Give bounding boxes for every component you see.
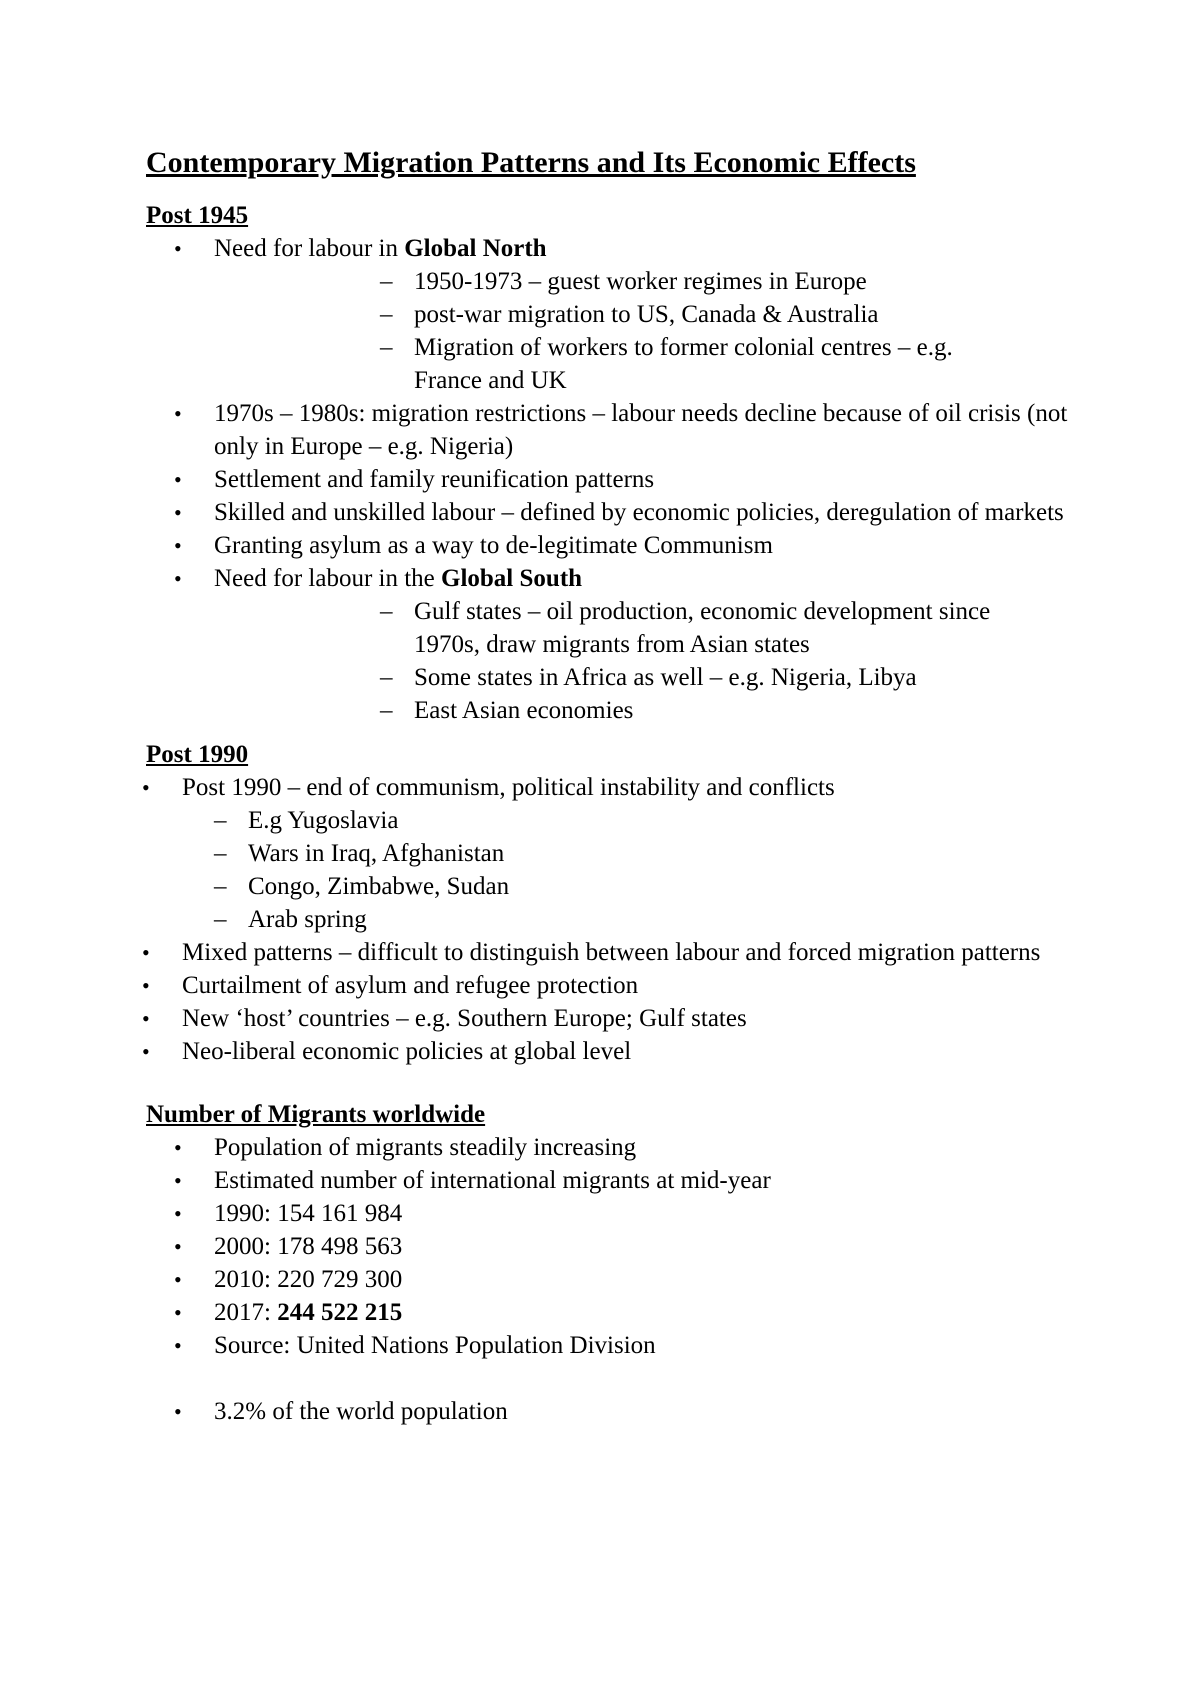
list-item <box>146 1164 1096 1197</box>
bullet-icon: • <box>174 1333 182 1358</box>
text-run: 2010: 220 729 300 <box>214 1266 403 1293</box>
list-item <box>142 1035 1096 1068</box>
bullet-icon: • <box>174 1234 182 1259</box>
list-item-text <box>146 1296 1096 1329</box>
section-post-1945 <box>146 199 1096 727</box>
sub-list-item-text: Gulf states – oil production, economic development since 1970s, draw migrants from Asian states <box>414 598 991 658</box>
sub-list <box>146 265 1096 397</box>
list-item <box>142 936 1096 969</box>
sub-list <box>146 595 1096 727</box>
bullet-icon: • <box>142 940 150 965</box>
bullet-icon: • <box>174 1201 182 1226</box>
bullet-icon: • <box>142 1039 150 1064</box>
bullet-icon: • <box>142 1006 150 1031</box>
bullet-icon: • <box>174 467 182 492</box>
list-item-text <box>146 232 1096 265</box>
sub-list-item <box>146 804 1096 837</box>
list-item <box>142 969 1096 1002</box>
list-item-text <box>146 1263 1096 1296</box>
list-item-text <box>146 463 1096 496</box>
blank-line <box>146 1362 1096 1395</box>
list-item <box>142 771 1096 936</box>
section-heading: Post 1990 <box>146 741 249 768</box>
sub-list-item-text: Wars in Iraq, Afghanistan <box>248 840 505 867</box>
bold-text: Global South <box>441 565 583 592</box>
bullet-list <box>146 1131 1096 1428</box>
list-item <box>142 1002 1096 1035</box>
list-item-text <box>146 1164 1096 1197</box>
bullet-icon: • <box>174 1399 182 1424</box>
text-run: Curtailment of asylum and refugee protection <box>182 972 639 999</box>
sub-list-item-text: Migration of workers to former colonial centres – e.g. France and UK <box>414 334 953 394</box>
text-run: Granting asylum as a way to de-legitimate Communism <box>214 532 773 559</box>
list-item-text <box>146 1131 1096 1164</box>
bullet-icon: • <box>174 500 182 525</box>
list-item <box>146 1329 1096 1362</box>
bold-text: 244 522 215 <box>277 1299 403 1326</box>
sub-list-item-text: 1950-1973 – guest worker regimes in Europe <box>414 268 867 295</box>
dash-icon: – <box>214 873 227 900</box>
bullet-icon: • <box>142 973 150 998</box>
page-title: Contemporary Migration Patterns and Its Economic Effects <box>146 146 916 179</box>
list-item-text <box>146 1197 1096 1230</box>
text-run: Need for labour in <box>214 235 405 262</box>
list-item-text <box>146 397 1096 463</box>
list-item <box>146 562 1096 727</box>
list-item <box>146 1395 1096 1428</box>
dash-icon: – <box>380 598 393 625</box>
list-item-text <box>146 1002 1096 1035</box>
bullet-icon: • <box>174 401 182 426</box>
sub-list-item-text: Arab spring <box>248 906 367 933</box>
list-item-text <box>146 1329 1096 1362</box>
bullet-icon: • <box>174 1135 182 1160</box>
bullet-icon: • <box>174 533 182 558</box>
list-item <box>146 496 1096 529</box>
dash-icon: – <box>380 301 393 328</box>
sub-list-item <box>146 331 1096 397</box>
text-run: Skilled and unskilled labour – defined by economic policies, deregulation of markets <box>214 499 1064 526</box>
text-run: Population of migrants steadily increasing <box>214 1134 637 1161</box>
text-run: 3.2% of the world population <box>214 1398 508 1425</box>
text-run: Source: United Nations Population Division <box>214 1332 656 1359</box>
dash-icon: – <box>214 840 227 867</box>
list-item-text <box>146 1035 1096 1068</box>
list-item-text <box>146 496 1096 529</box>
text-run: 1970s – 1980s: migration restrictions – labour needs decline because of oil crisis (not only in Europe – e.g. Nigeria) <box>214 400 1068 460</box>
sub-list <box>146 804 1096 936</box>
text-run: Need for labour in the <box>214 565 442 592</box>
dash-icon: – <box>214 807 227 834</box>
section-heading: Post 1945 <box>146 202 249 229</box>
sub-list-item <box>146 265 1096 298</box>
list-item-text <box>146 771 1096 804</box>
bullet-icon: • <box>174 1267 182 1292</box>
dash-icon: – <box>380 334 393 361</box>
section-number-of-migrants <box>146 1098 1096 1428</box>
list-item-text <box>146 529 1096 562</box>
sub-list-item <box>146 595 1096 661</box>
dash-icon: – <box>214 906 227 933</box>
sub-list-item <box>146 694 1096 727</box>
sub-list-item-text: East Asian economies <box>414 697 634 724</box>
list-item <box>146 1131 1096 1164</box>
text-run: Settlement and family reunification patterns <box>214 466 655 493</box>
bullet-icon: • <box>174 566 182 591</box>
text-run: Estimated number of international migrants at mid-year <box>214 1167 771 1194</box>
bullet-icon: • <box>174 1168 182 1193</box>
sub-list-item <box>146 661 1096 694</box>
list-item <box>146 1197 1096 1230</box>
bullet-icon: • <box>174 236 182 261</box>
dash-icon: – <box>380 697 393 724</box>
text-run: New ‘host’ countries – e.g. Southern Europe; Gulf states <box>182 1005 747 1032</box>
text-run: 2000: 178 498 563 <box>214 1233 403 1260</box>
list-item-text <box>146 936 1096 969</box>
list-item <box>146 463 1096 496</box>
text-run: Mixed patterns – difficult to distinguish between labour and forced migration patterns <box>182 939 1041 966</box>
text-run: Neo-liberal economic policies at global level <box>182 1038 632 1065</box>
list-item <box>146 1230 1096 1263</box>
dash-icon: – <box>380 664 393 691</box>
sub-list-item <box>146 837 1096 870</box>
sub-list-item-text: post-war migration to US, Canada & Australia <box>414 301 879 328</box>
list-item <box>146 529 1096 562</box>
bullet-list <box>142 771 1096 1068</box>
list-item-text <box>146 1230 1096 1263</box>
sub-list-item-text: Some states in Africa as well – e.g. Nigeria, Libya <box>414 664 917 691</box>
list-item-text <box>146 1395 1096 1428</box>
dash-icon: – <box>380 268 393 295</box>
sub-list-item-text: E.g Yugoslavia <box>248 807 399 834</box>
text-run: 1990: 154 161 984 <box>214 1200 403 1227</box>
text-run: Post 1990 – end of communism, political instability and conflicts <box>182 774 835 801</box>
sub-list-item <box>146 298 1096 331</box>
sub-list-item <box>146 903 1096 936</box>
bullet-icon: • <box>142 775 150 800</box>
list-item-text <box>146 562 1096 595</box>
list-item <box>146 397 1096 463</box>
list-item <box>146 232 1096 397</box>
list-item-text <box>146 969 1096 1002</box>
text-run: 2017: <box>214 1299 278 1326</box>
bold-text: Global North <box>404 235 547 262</box>
sub-list-item-text: Congo, Zimbabwe, Sudan <box>248 873 510 900</box>
sub-list-item <box>146 870 1096 903</box>
list-item <box>146 1296 1096 1329</box>
section-heading: Number of Migrants worldwide <box>146 1101 486 1128</box>
bullet-icon: • <box>174 1300 182 1325</box>
list-item <box>146 1263 1096 1296</box>
bullet-list <box>146 232 1096 727</box>
section-post-1990 <box>142 738 1096 1068</box>
